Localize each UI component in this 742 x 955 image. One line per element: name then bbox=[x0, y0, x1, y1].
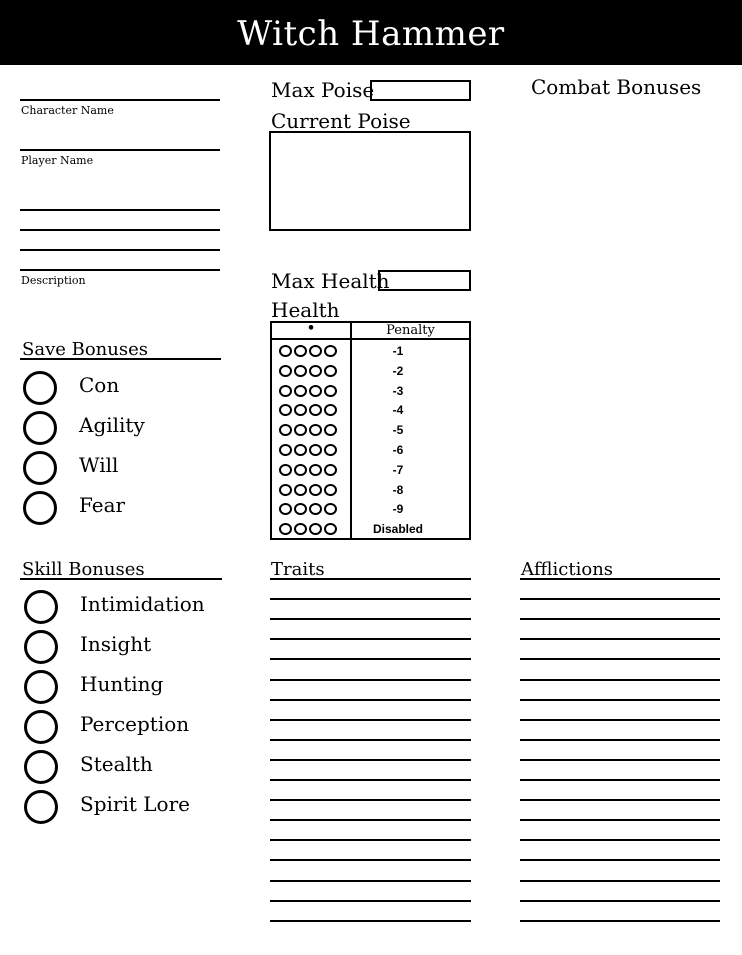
health-pip[interactable] bbox=[294, 365, 307, 377]
health-penalty-value: -2 bbox=[392, 363, 404, 378]
health-pip[interactable] bbox=[279, 464, 292, 476]
health-pip[interactable] bbox=[324, 424, 337, 436]
health-pip[interactable] bbox=[294, 444, 307, 456]
health-pip[interactable] bbox=[279, 424, 292, 436]
health-row bbox=[272, 500, 469, 520]
afflictions-entry-line[interactable] bbox=[520, 679, 720, 681]
health-row bbox=[272, 520, 469, 540]
skill-bonus-label: Insight bbox=[80, 632, 152, 656]
health-pip[interactable] bbox=[324, 345, 337, 357]
health-penalty-value: -8 bbox=[392, 482, 404, 497]
health-pip[interactable] bbox=[294, 404, 307, 416]
afflictions-entry-line[interactable] bbox=[520, 638, 720, 640]
health-pip-group bbox=[279, 444, 339, 456]
health-pip-group bbox=[279, 523, 339, 535]
health-row bbox=[272, 401, 469, 421]
health-table-header-rule bbox=[272, 338, 469, 340]
health-penalty-value: Disabled bbox=[372, 522, 423, 537]
afflictions-entry-line[interactable] bbox=[520, 880, 720, 882]
health-pip[interactable] bbox=[279, 385, 292, 397]
afflictions-entry-line[interactable] bbox=[520, 839, 720, 841]
save-bonus-label: Con bbox=[79, 373, 120, 397]
health-pip[interactable] bbox=[309, 404, 322, 416]
save-bonus-bubble[interactable] bbox=[23, 451, 57, 485]
description-field-line-4[interactable] bbox=[20, 269, 220, 271]
save-bonuses-heading: Save Bonuses bbox=[22, 339, 148, 360]
save-bonuses-underline bbox=[20, 358, 221, 360]
combat-bonuses-heading: Combat Bonuses bbox=[531, 75, 702, 99]
traits-entry-line[interactable] bbox=[270, 900, 471, 902]
description-field-line-1[interactable] bbox=[20, 209, 220, 211]
afflictions-entry-line[interactable] bbox=[520, 739, 720, 741]
health-row bbox=[272, 441, 469, 461]
traits-entry-line[interactable] bbox=[270, 819, 471, 821]
skill-bonus-label: Perception bbox=[80, 712, 190, 736]
health-pip[interactable] bbox=[324, 464, 337, 476]
health-pip-group bbox=[279, 424, 339, 436]
skill-bonus-bubble[interactable] bbox=[24, 710, 58, 744]
health-pip-group bbox=[279, 345, 339, 357]
health-penalty-value: -7 bbox=[392, 462, 404, 477]
health-label: Health bbox=[271, 298, 340, 322]
current-poise-label: Current Poise bbox=[271, 109, 411, 133]
health-pip[interactable] bbox=[309, 484, 322, 496]
save-bonus-bubble[interactable] bbox=[23, 491, 57, 525]
health-pip[interactable] bbox=[279, 404, 292, 416]
health-pip[interactable] bbox=[309, 424, 322, 436]
afflictions-entry-line[interactable] bbox=[520, 920, 720, 922]
afflictions-heading: Afflictions bbox=[521, 559, 614, 580]
health-pip[interactable] bbox=[279, 345, 292, 357]
health-pip-group bbox=[279, 404, 339, 416]
health-pip-group bbox=[279, 484, 339, 496]
skill-bonus-label: Hunting bbox=[80, 672, 164, 696]
health-pip[interactable] bbox=[324, 523, 337, 535]
skill-bonuses-heading: Skill Bonuses bbox=[22, 559, 145, 580]
health-pip[interactable] bbox=[279, 365, 292, 377]
traits-heading: Traits bbox=[271, 559, 325, 580]
afflictions-entry-line[interactable] bbox=[520, 598, 720, 600]
max-poise-field[interactable] bbox=[370, 80, 471, 101]
afflictions-entry-line[interactable] bbox=[520, 618, 720, 620]
description-label: Description bbox=[21, 274, 86, 287]
health-penalty-value: -5 bbox=[392, 423, 404, 438]
afflictions-entry-line[interactable] bbox=[520, 779, 720, 781]
skill-bonuses-underline bbox=[20, 578, 222, 580]
health-pip-group bbox=[279, 385, 339, 397]
save-bonus-label: Agility bbox=[79, 413, 145, 437]
health-pip[interactable] bbox=[309, 523, 322, 535]
traits-entry-line[interactable] bbox=[270, 739, 471, 741]
traits-entry-line[interactable] bbox=[270, 779, 471, 781]
health-pip[interactable] bbox=[324, 385, 337, 397]
health-pip[interactable] bbox=[279, 503, 292, 515]
health-pip[interactable] bbox=[279, 484, 292, 496]
player-name-field[interactable] bbox=[20, 149, 220, 151]
save-bonus-label: Fear bbox=[79, 493, 126, 517]
skill-bonus-bubble[interactable] bbox=[24, 670, 58, 704]
health-pip[interactable] bbox=[309, 503, 322, 515]
health-penalty-value: -9 bbox=[392, 502, 404, 517]
skill-bonus-bubble[interactable] bbox=[24, 790, 58, 824]
health-pip[interactable] bbox=[309, 444, 322, 456]
max-poise-label: Max Poise bbox=[271, 78, 375, 102]
afflictions-entry-line[interactable] bbox=[520, 900, 720, 902]
character-name-label: Character Name bbox=[21, 104, 114, 117]
health-pip[interactable] bbox=[324, 503, 337, 515]
health-pip[interactable] bbox=[324, 444, 337, 456]
health-pip[interactable] bbox=[324, 404, 337, 416]
afflictions-entry-line[interactable] bbox=[520, 719, 720, 721]
health-penalty-value: -1 bbox=[392, 344, 404, 358]
health-row bbox=[272, 382, 469, 402]
skill-bonus-bubble[interactable] bbox=[24, 630, 58, 664]
traits-entry-line[interactable] bbox=[270, 699, 471, 701]
health-pip[interactable] bbox=[279, 523, 292, 535]
description-field-line-3[interactable] bbox=[20, 249, 220, 251]
health-pip-group bbox=[279, 503, 339, 515]
health-penalty-value: -3 bbox=[392, 383, 404, 398]
save-bonus-label: Will bbox=[79, 453, 119, 477]
health-pip-group bbox=[279, 464, 339, 476]
afflictions-underline bbox=[520, 578, 720, 580]
skill-bonus-label: Intimidation bbox=[80, 592, 205, 616]
skill-bonus-bubble[interactable] bbox=[24, 590, 58, 624]
health-pip[interactable] bbox=[294, 424, 307, 436]
afflictions-entry-line[interactable] bbox=[520, 859, 720, 861]
afflictions-entry-line[interactable] bbox=[520, 819, 720, 821]
health-pip[interactable] bbox=[294, 484, 307, 496]
health-pip[interactable] bbox=[309, 385, 322, 397]
afflictions-entry-line[interactable] bbox=[520, 699, 720, 701]
health-pip[interactable] bbox=[309, 345, 322, 357]
traits-entry-line[interactable] bbox=[270, 679, 471, 681]
traits-entry-line[interactable] bbox=[270, 759, 471, 761]
health-pip[interactable] bbox=[294, 385, 307, 397]
health-row bbox=[272, 342, 469, 362]
health-pip[interactable] bbox=[279, 444, 292, 456]
save-bonus-bubble[interactable] bbox=[23, 371, 57, 405]
description-field-line-2[interactable] bbox=[20, 229, 220, 231]
health-pips-column-header: • bbox=[306, 321, 316, 336]
traits-entry-line[interactable] bbox=[270, 658, 471, 660]
afflictions-entry-line[interactable] bbox=[520, 759, 720, 761]
traits-entry-line[interactable] bbox=[270, 638, 471, 640]
sheet-title: Witch Hammer bbox=[237, 14, 505, 54]
health-penalty-value: -6 bbox=[392, 443, 404, 457]
traits-entry-line[interactable] bbox=[270, 719, 471, 721]
health-pip[interactable] bbox=[294, 345, 307, 357]
current-poise-field[interactable] bbox=[269, 131, 471, 231]
traits-entry-line[interactable] bbox=[270, 618, 471, 620]
traits-entry-line[interactable] bbox=[270, 859, 471, 861]
health-penalty-value: -4 bbox=[392, 403, 404, 418]
traits-entry-line[interactable] bbox=[270, 839, 471, 841]
health-row bbox=[272, 421, 469, 441]
afflictions-entry-line[interactable] bbox=[520, 799, 720, 801]
health-penalty-column-header: Penalty bbox=[386, 323, 435, 338]
health-track-table bbox=[270, 321, 471, 540]
health-pip[interactable] bbox=[294, 464, 307, 476]
max-health-label: Max Health bbox=[271, 269, 390, 293]
health-pip[interactable] bbox=[294, 503, 307, 515]
health-row bbox=[272, 362, 469, 382]
health-pip-group bbox=[279, 365, 339, 377]
skill-bonus-bubble[interactable] bbox=[24, 750, 58, 784]
health-pip[interactable] bbox=[309, 365, 322, 377]
skill-bonus-label: Stealth bbox=[80, 752, 153, 776]
character-name-field[interactable] bbox=[20, 99, 220, 101]
player-name-label: Player Name bbox=[21, 154, 94, 167]
traits-entry-line[interactable] bbox=[270, 880, 471, 882]
traits-entry-line[interactable] bbox=[270, 598, 471, 600]
health-pip[interactable] bbox=[324, 365, 337, 377]
save-bonus-bubble[interactable] bbox=[23, 411, 57, 445]
health-pip[interactable] bbox=[309, 464, 322, 476]
traits-entry-line[interactable] bbox=[270, 920, 471, 922]
health-row bbox=[272, 461, 469, 481]
health-pip[interactable] bbox=[294, 523, 307, 535]
health-row bbox=[272, 481, 469, 501]
health-pip[interactable] bbox=[324, 484, 337, 496]
afflictions-entry-line[interactable] bbox=[520, 658, 720, 660]
traits-entry-line[interactable] bbox=[270, 799, 471, 801]
skill-bonus-label: Spirit Lore bbox=[80, 792, 190, 816]
max-health-field[interactable] bbox=[378, 270, 471, 291]
traits-underline bbox=[270, 578, 471, 580]
